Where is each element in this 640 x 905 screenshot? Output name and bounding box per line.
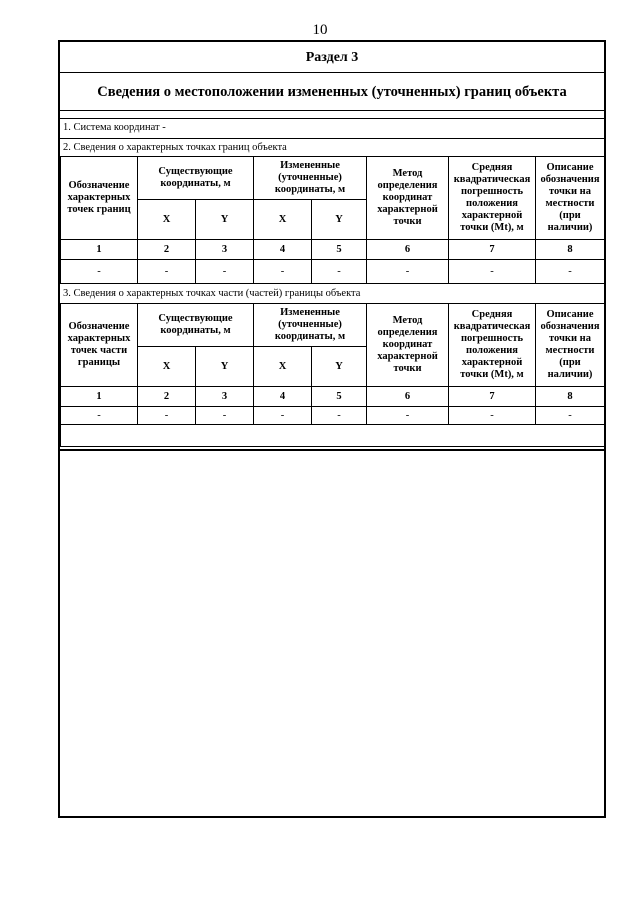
- table-cell: -: [449, 260, 536, 284]
- part3-label: 3. Сведения о характерных точках части (частей) границы объекта: [60, 285, 604, 304]
- header-x-existing: X: [138, 347, 196, 387]
- table-cell: -: [536, 260, 605, 284]
- header-method: Метод определения координат характерной точки: [367, 304, 449, 387]
- header-x-existing: X: [138, 200, 196, 240]
- boundary-points-table: [60, 156, 605, 284]
- table-cell: -: [254, 407, 312, 425]
- header-x-changed: X: [254, 347, 312, 387]
- table-cell: -: [138, 260, 196, 284]
- header-designation: Обозначение характерных точек части границы: [61, 304, 138, 387]
- table-cell: -: [312, 260, 367, 284]
- header-error: Средняя квадратическая погрешность положения характерной точки (Mt), м: [449, 157, 536, 240]
- col-number: 2: [138, 240, 196, 260]
- header-description: Описание обозначения точки на местности (при наличии): [536, 157, 605, 240]
- col-number: 5: [312, 240, 367, 260]
- col-number: 8: [536, 387, 605, 407]
- table-cell: -: [449, 407, 536, 425]
- header-y-existing: Y: [196, 200, 254, 240]
- col-number: 8: [536, 240, 605, 260]
- header-existing-coords: Существующие координаты, м: [138, 157, 254, 200]
- header-error: Средняя квадратическая погрешность положения характерной точки (Mt), м: [449, 304, 536, 387]
- col-number: 1: [61, 240, 138, 260]
- page-number: 10: [312, 22, 328, 38]
- table-cell: -: [367, 407, 449, 425]
- blank-row: [61, 425, 605, 447]
- header-method: Метод определения координат характерной точки: [367, 157, 449, 240]
- blank-cell: [61, 425, 605, 447]
- table-cell: -: [312, 407, 367, 425]
- header-description: Описание обозначения точки на местности (при наличии): [536, 304, 605, 387]
- header-y-changed: Y: [312, 347, 367, 387]
- part2-label: 2. Сведения о характерных точках границ объекта: [60, 139, 604, 157]
- column-numbers-row: [61, 240, 605, 260]
- col-number: 3: [196, 387, 254, 407]
- header-y-changed: Y: [312, 200, 367, 240]
- col-number: 7: [449, 387, 536, 407]
- table-cell: -: [61, 407, 138, 425]
- table-cell: -: [196, 407, 254, 425]
- column-numbers-row: [61, 387, 605, 407]
- header-x-changed: X: [254, 200, 312, 240]
- table-cell: -: [254, 260, 312, 284]
- col-number: 3: [196, 240, 254, 260]
- part-boundary-points-table: [60, 303, 605, 447]
- section-title: Раздел 3: [60, 42, 604, 73]
- document-frame: [58, 40, 606, 818]
- col-number: 4: [254, 240, 312, 260]
- table-cell: -: [367, 260, 449, 284]
- col-number: 7: [449, 240, 536, 260]
- section-subtitle: Сведения о местоположении измененных (уточненных) границ объекта: [60, 73, 604, 111]
- col-number: 6: [367, 387, 449, 407]
- header-changed-coords: Измененные (уточненные) координаты, м: [254, 157, 367, 200]
- table-row: [61, 407, 605, 425]
- col-number: 2: [138, 387, 196, 407]
- table-cell: -: [536, 407, 605, 425]
- header-y-existing: Y: [196, 347, 254, 387]
- table-cell: -: [61, 260, 138, 284]
- table-cell: -: [138, 407, 196, 425]
- col-number: 4: [254, 387, 312, 407]
- col-number: 1: [61, 387, 138, 407]
- coordinate-system-label: 1. Система координат -: [60, 119, 604, 139]
- table-row: [61, 260, 605, 284]
- table-cell: -: [196, 260, 254, 284]
- header-changed-coords: Измененные (уточненные) координаты, м: [254, 304, 367, 347]
- section-divider: [60, 449, 604, 451]
- col-number: 6: [367, 240, 449, 260]
- col-number: 5: [312, 387, 367, 407]
- header-designation: Обозначение характерных точек границ: [61, 157, 138, 240]
- spacer-row: [60, 111, 604, 119]
- header-existing-coords: Существующие координаты, м: [138, 304, 254, 347]
